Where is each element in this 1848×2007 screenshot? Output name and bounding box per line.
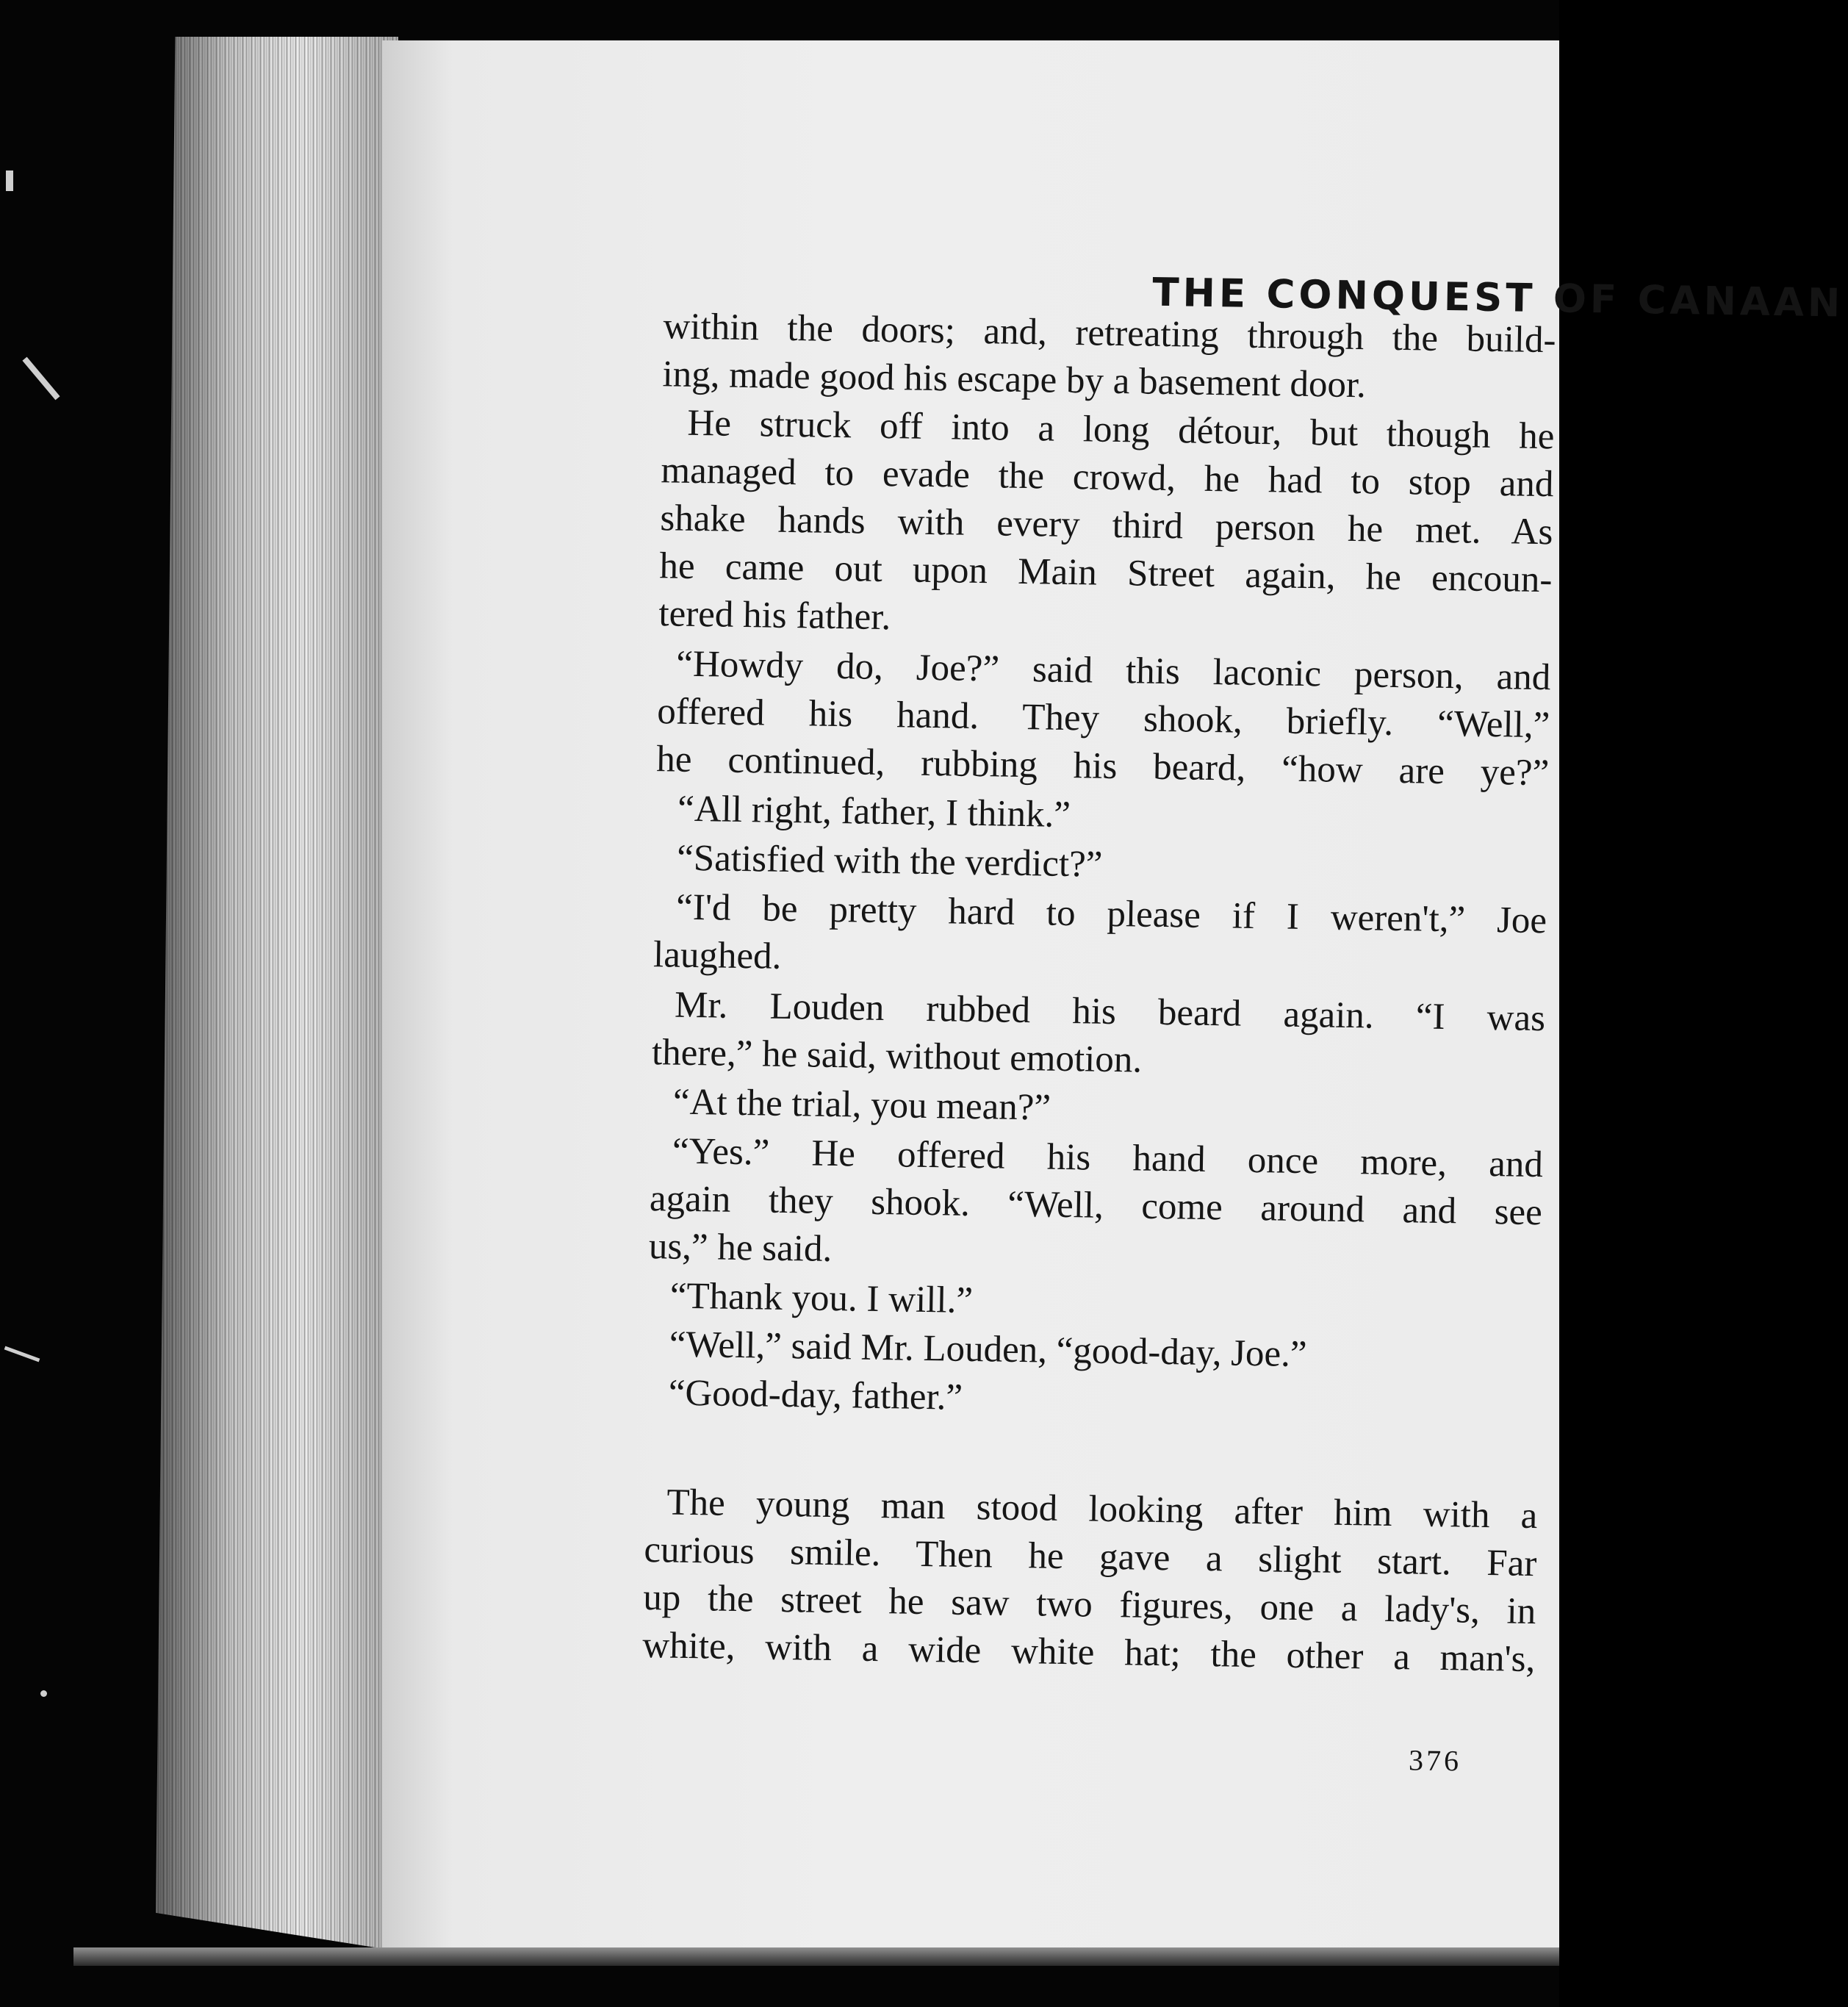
book-page	[382, 40, 1844, 1951]
page-bottom-edge	[73, 1947, 1559, 1966]
text-line: “Howdy do, Joe?” said this laconic person, and	[675, 643, 1551, 699]
text-line: “At the trial, you mean?”	[672, 1081, 1051, 1129]
text-line: “I'd be pretty hard to please if I weren't,” Joe	[675, 886, 1547, 942]
text-line: tered his father.	[658, 593, 891, 639]
text-line: up the street he saw two figures, one a lady's, in	[642, 1577, 1536, 1633]
page-number: 376	[1408, 1743, 1462, 1778]
page-text-block	[366, 24, 1844, 1953]
text-line: curious smile. Then he gave a slight start. Far	[644, 1529, 1537, 1585]
text-line: “Well,” said Mr. Louden, “good-day, Joe.”	[669, 1324, 1308, 1376]
scan-speck	[40, 1690, 47, 1697]
scan-speck	[4, 1346, 40, 1362]
running-head: THE CONQUEST OF CANAAN	[1151, 270, 1844, 326]
text-line: within the doors; and, retreating through the build-	[663, 306, 1556, 362]
text-line: shake hands with every third person he met. As	[660, 498, 1553, 553]
text-line: “All right, father, I think.”	[677, 788, 1071, 836]
page-fore-edge	[156, 37, 398, 1951]
text-line: laughed.	[652, 934, 782, 977]
text-line: The young man stood looking after him with a	[666, 1482, 1538, 1537]
text-line: Mr. Louden rubbed his beard again. “I was	[674, 984, 1546, 1040]
text-line: there,” he said, without emotion.	[651, 1032, 1143, 1081]
text-line: “Thank you. I will.”	[669, 1275, 974, 1322]
scan-speck	[22, 357, 60, 401]
text-line: us,” he said.	[648, 1226, 833, 1270]
text-line: again they shook. “Well, come around and see	[649, 1178, 1543, 1234]
text-line: he continued, rubbing his beard, “how are ye?”	[655, 739, 1550, 794]
scan-speck	[6, 170, 13, 191]
text-line: He struck off into a long détour, but though he	[687, 402, 1555, 458]
text-line: offered his hand. They shook, briefly. “Well,”	[656, 691, 1550, 747]
text-line: white, with a wide white hat; the other a man's,	[641, 1625, 1536, 1681]
text-line: “Satisfied with the verdict?”	[676, 837, 1103, 886]
text-line: he came out upon Main Street again, he encoun-	[659, 545, 1553, 601]
text-line: “Good-day, father.”	[668, 1372, 963, 1418]
text-line: “Yes.” He offered his hand once more, and	[672, 1130, 1544, 1186]
text-line: managed to evade the crowd, he had to stop and	[661, 450, 1554, 506]
text-line: ing, made good his escape by a basement door.	[662, 353, 1367, 406]
